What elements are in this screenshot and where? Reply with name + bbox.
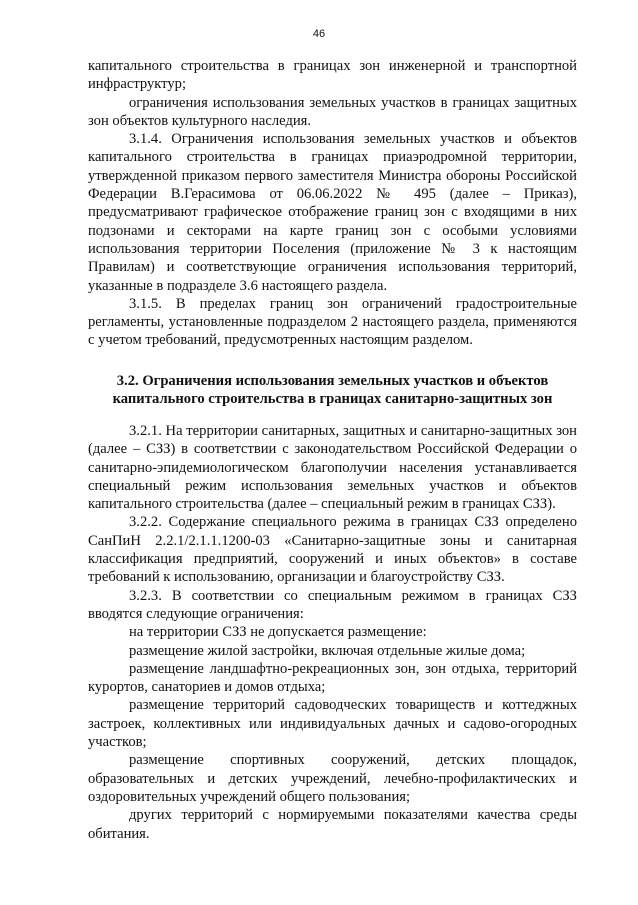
list-item: размещение ландшафтно-рекреационных зон, зон отдыха, территорий курортов, санаториев и домов отдыха; xyxy=(88,660,577,696)
page-number: 46 xyxy=(312,28,326,40)
paragraph-3-1-4: 3.1.4. Ограничения использования земельных участков и объектов капитального строительства в границах приаэродромной территории, утвержденной приказом первого заместителя Министра обороны Российской Федерации В.Герасимова от 06.06.2022 № 495 (далее – Приказ), предусматривают графическое отображение границ зон с входящими в них подзонами и секторами на карте границ зон с особыми условиями использования территории Поселения (приложение № 3 к настоящим Правилам) и соответствующие ограничения использования территорий, указанные в подразделе 3.6 настоящего раздела. xyxy=(88,131,577,294)
paragraph-3-2-2: 3.2.2. Содержание специального режима в границах СЗЗ определено СанПиН 2.2.1/2.1.1.1200-03 «Санитарно-защитные зоны и санитарная классификация предприятий, сооружений и иных объектов» в составе требований к использованию, организации и благоустройству СЗЗ. xyxy=(88,514,577,586)
list-item: других территорий с нормируемыми показателями качества среды обитания. xyxy=(88,807,577,842)
section-heading-line-2: капитального строительства в границах санитарно-защитных зон xyxy=(112,391,553,408)
section-heading-line-1: 3.2. Ограничения использования земельных участков и объектов xyxy=(116,373,549,389)
list-item: размещение жилой застройки, включая отдельные жилые дома; xyxy=(129,642,526,659)
paragraph-3-1-5: 3.1.5. В пределах границ зон ограничений градостроительные регламенты, установленные подразделом 2 настоящего раздела, применяются с учетом требований, предусмотренных настоящим разделом. xyxy=(88,295,577,349)
paragraph-3-2-1: 3.2.1. На территории санитарных, защитных и санитарно-защитных зон (далее – СЗЗ) в соответствии с законодательством Российской Федерации о санитарно-эпидемиологическом благополучии населения устанавливается специальный режим использования земельных участков и объектов капитального строительства (далее – специальный режим в границах СЗЗ). xyxy=(88,423,577,513)
paragraph: капитального строительства в границах зон инженерной и транспортной инфраструктур; xyxy=(88,58,577,93)
list-intro: на территории СЗЗ не допускается размещение: xyxy=(129,624,427,641)
text-block-2 xyxy=(88,422,577,843)
section-heading xyxy=(88,372,577,409)
text-block-1 xyxy=(88,57,577,350)
list-item: размещение территорий садоводческих товариществ и коттеджных застроек, коллективных или индивидуальных дачных и садово-огородных участков; xyxy=(88,697,577,751)
paragraph: ограничения использования земельных участков в границах защитных зон объектов культурного наследия. xyxy=(88,94,577,129)
paragraph-3-2-3: 3.2.3. В соответствии со специальным режимом в границах СЗЗ вводятся следующие ограничения: xyxy=(88,587,577,622)
list-item: размещение спортивных сооружений, детских площадок, образовательных и детских учреждений, лечебно-профилактических и оздоровительных учреждений общего пользования; xyxy=(88,752,577,805)
